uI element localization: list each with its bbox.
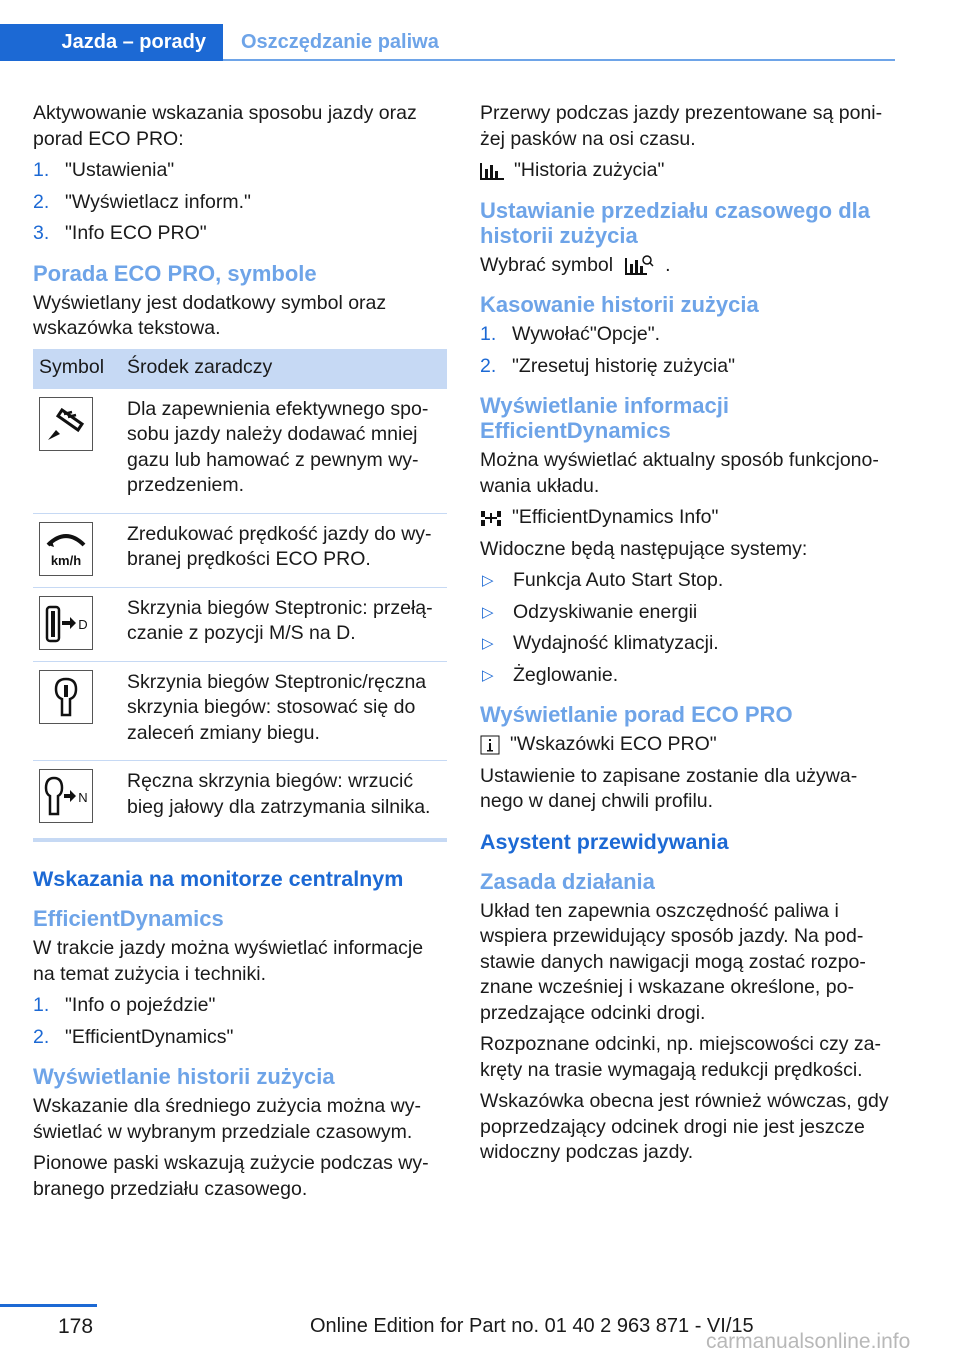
steps-list-2 xyxy=(33,993,447,1050)
header-rule xyxy=(223,59,895,61)
list-item: 1. "Ustawienia" xyxy=(33,159,175,181)
info-icon xyxy=(480,735,500,755)
left-column xyxy=(33,101,447,1208)
heading-edinfo: Wyświetlanie informacji EfficientDynamics xyxy=(480,393,730,443)
bar-chart-magnifier-icon xyxy=(625,254,655,276)
table-cell-text: Ręczna skrzynia biegów: wrzucić bieg jałowy dla zatrzymania silnika. xyxy=(121,761,447,835)
tips-text: Ustawienie to zapisane zostanie dla używa‐nego w danej chwili profilu. xyxy=(480,764,858,812)
heading-history: Wyświetlanie historii zużycia xyxy=(33,1064,335,1089)
gear-shift-icon xyxy=(39,670,93,724)
history-text-2: Pionowe paski wskazują zużycie podczas wy‐branego przedziału czasowego. xyxy=(33,1152,429,1200)
list-item: 1. "Info o pojeździe" xyxy=(33,994,216,1016)
table-header-symbol: Symbol xyxy=(33,349,121,389)
principle-text-1: Układ ten zapewnia oszczędność paliwa i wspiera przewidujący sposób jazdy. Na pod‐stawie danych nawigacji mogą zostać rozpo‐znane wcześniej i wskazane określone, po‐przedzające odcinki drogi. xyxy=(480,899,866,1024)
heading-tips: Wyświetlanie porad ECO PRO xyxy=(480,702,793,727)
intro-text: Aktywowanie wskazania sposobu jazdy oraz porad ECO PRO: xyxy=(33,102,417,150)
principle-text-3: Wskazówka obecna jest również wówczas, gdy poprzedzający odcinek drogi nie jest jeszcze widoczny podczas jazdy. xyxy=(480,1090,889,1163)
gear-to-d-icon xyxy=(39,596,93,650)
list-item: ▷ Wydajność klimatyzacji. xyxy=(482,632,719,654)
heading-assistant: Asystent przewidywania xyxy=(480,829,729,854)
header-section-tab[interactable]: Jazda – porady xyxy=(0,24,223,61)
header-subsection-tab[interactable]: Oszczędzanie paliwa xyxy=(241,31,439,53)
car-chassis-icon xyxy=(480,508,502,528)
table-cell-text: Skrzynia biegów Steptronic/ręczna skrzynia biegów: stosować się do zaleceń zmiany biegu. xyxy=(121,661,447,761)
symbol-table xyxy=(33,349,447,835)
svg-text:km/h: km/h xyxy=(50,552,82,568)
right-column xyxy=(480,101,898,1172)
edinfo-menu-line xyxy=(480,505,898,531)
edinfo-menu-label: "EfficientDynamics Info" xyxy=(512,506,719,528)
page-header xyxy=(0,24,895,61)
list-item: 1. Wywołać"Opcje". xyxy=(480,323,661,345)
table-cell-text: Dla zapewnienia efektywnego spo‐sobu jazdy należy dodawać mniej gazu lub hamować z pewnym wy‐przedzeniem. xyxy=(121,388,447,513)
page-number: 178 xyxy=(58,1315,94,1338)
choose-symbol-end: . xyxy=(665,253,671,276)
breaks-text: Przerwy podczas jazdy prezentowane są poni‐żej pasków na osi czasu. xyxy=(480,102,883,150)
list-item: ▷ Żeglowanie. xyxy=(482,663,619,686)
svg-text:N: N xyxy=(78,790,88,805)
table-row xyxy=(33,761,447,835)
heading-porada: Porada ECO PRO, symbole xyxy=(33,260,317,286)
history-menu-line xyxy=(480,158,898,184)
systems-intro: Widoczne będą następujące systemy: xyxy=(480,537,808,560)
list-item: 2. "Zresetuj historię zużycia" xyxy=(480,354,736,377)
gear-to-n-icon xyxy=(39,769,93,823)
table-row xyxy=(33,587,447,661)
pedal-icon xyxy=(39,397,93,451)
choose-symbol-text: Wybrać symbol xyxy=(480,253,614,276)
table-cell-text: Zredukować prędkość jazdy do wy‐branej prędkości ECO PRO. xyxy=(121,513,447,587)
principle-text-2: Rozpoznane odcinki, np. miejscowości czy za‐kręty na trasie wymagają redukcji prędkości. xyxy=(480,1033,882,1081)
heading-principle: Zasada działania xyxy=(480,868,655,894)
table-row xyxy=(33,388,447,513)
watermark: carmanualsonline.info xyxy=(706,1330,911,1353)
list-item: 2. "Wyświetlacz inform." xyxy=(33,190,251,213)
steps-list-1 xyxy=(33,158,447,247)
bar-chart-icon xyxy=(480,161,504,181)
footer-rule xyxy=(0,1304,97,1307)
steps-list-3 xyxy=(480,322,898,379)
heading-monitor: Wskazania na monitorze centralnym xyxy=(33,867,404,891)
list-item: ▷ Odzyskiwanie energii xyxy=(482,600,698,623)
edition-text: Online Edition for Part no. 01 40 2 963 871 - VI/15 xyxy=(310,1315,754,1337)
table-row xyxy=(33,661,447,761)
systems-list xyxy=(480,568,898,688)
history-text-1: Wskazanie dla średniego zużycia można wy‐świetlać w wybranym przedziale czasowym. xyxy=(33,1095,422,1143)
tips-menu-label: "Wskazówki ECO PRO" xyxy=(510,733,717,755)
porada-text: Wyświetlany jest dodatkowy symbol oraz wskazówka tekstowa. xyxy=(33,291,387,339)
choose-symbol-line xyxy=(480,253,898,279)
list-item: 3. "Info ECO PRO" xyxy=(33,222,207,244)
ed-text: W trakcie jazdy można wyświetlać informacje na temat zużycia i techniki. xyxy=(33,937,424,985)
table-header-remedy: Środek zaradczy xyxy=(121,349,447,389)
svg-text:D: D xyxy=(78,616,88,632)
heading-interval: Ustawianie przedziału czasowego dla historii zużycia xyxy=(480,197,870,248)
list-item: 2. "EfficientDynamics" xyxy=(33,1025,234,1048)
history-menu-label: "Historia zużycia" xyxy=(514,159,665,181)
table-bottom-rule xyxy=(33,838,447,842)
speedometer-kmh-icon xyxy=(39,522,93,576)
heading-efficientdynamics: EfficientDynamics xyxy=(33,906,224,931)
list-item: ▷ Funkcja Auto Start Stop. xyxy=(482,569,724,591)
edinfo-text: Można wyświetlać aktualny sposób funkcjono‐wania układu. xyxy=(480,449,879,497)
table-cell-text: Skrzynia biegów Steptronic: przełą‐czanie z pozycji M/S na D. xyxy=(121,587,447,661)
table-row xyxy=(33,513,447,587)
heading-reset: Kasowanie historii zużycia xyxy=(480,292,759,317)
tips-menu-line xyxy=(480,732,898,758)
